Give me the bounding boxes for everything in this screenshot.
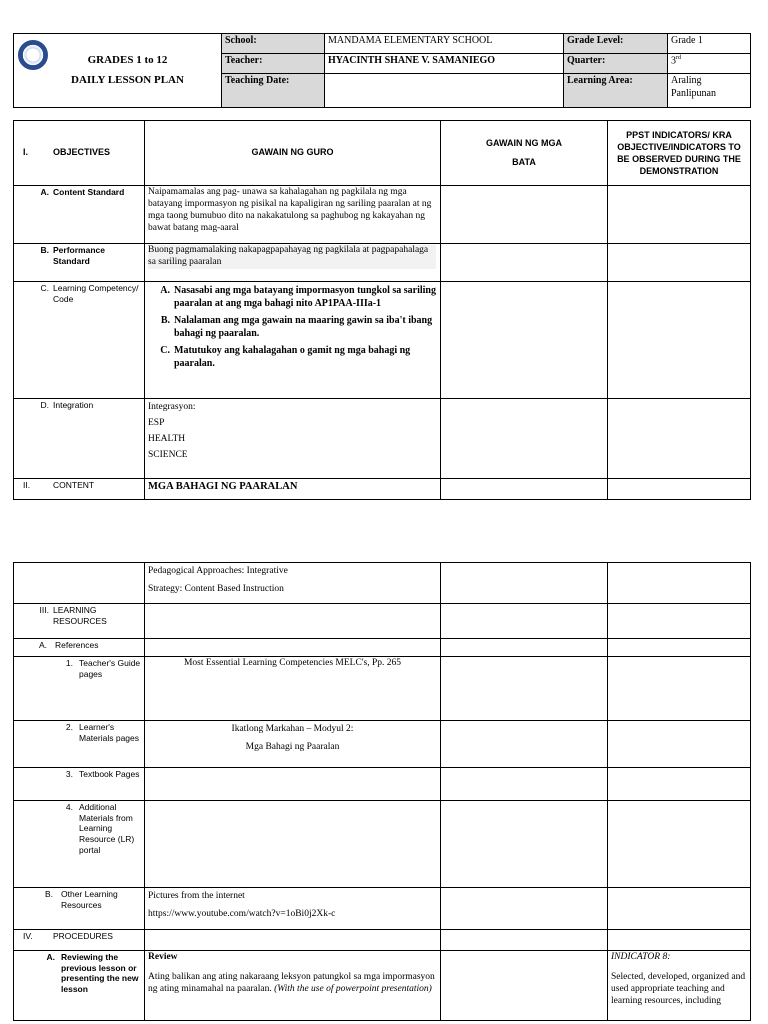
integration-list [145,399,441,479]
content-standard-ppst [608,186,751,244]
other-resources-label: B. Other Learning Resources [14,888,145,930]
procedures-label: IV. PROCEDURES [14,930,145,951]
integration-line: Integrasyon: [148,402,196,412]
youtube-link[interactable]: https://www.youtube.com/watch?v=1oBi0j2Xk-c [148,908,336,919]
pedagogy-ppst [608,563,751,604]
textbook-pages-bata [441,768,608,801]
references-text [145,639,441,657]
content-standard-label: A. Content Standard [14,186,145,244]
additional-materials-text [145,801,441,888]
references-label: A. References [14,639,145,657]
content-ppst [608,479,751,500]
procedures-text [145,930,441,951]
teachers-guide-text: Most Essential Learning Competencies MELC's, Pp. 265 [145,657,441,721]
content-text: MGA BAHAGI NG PAARALAN [145,479,441,500]
school-value: MANDAMA ELEMENTARY SCHOOL [325,34,564,54]
learners-materials-label: 2. Learner's Materials pages [14,721,145,768]
learning-area-label: Learning Area: [564,74,668,108]
additional-materials-ppst [608,801,751,888]
pedagogy-label [14,563,145,604]
procedures-bata [441,930,608,951]
pedagogy-text: Pedagogical Approaches: Integrative Strategy: Content Based Instruction [145,563,441,604]
textbook-pages-text [145,768,441,801]
school-label: School: [222,34,325,54]
learning-resources-bata [441,604,608,639]
additional-materials-bata [441,801,608,888]
quarter-label: Quarter: [564,54,668,74]
learners-materials-text: Ikatlong Markahan – Modyul 2: Mga Bahagi ng Paaralan [145,721,441,768]
competency-item: C. Matutukoy ang kahalagahan o gamit ng mga bahagi ng paaralan. [160,345,411,369]
other-resources-bata [441,888,608,930]
learning-competency-ppst [608,282,751,399]
performance-standard-ppst [608,244,751,282]
header-table [13,33,751,108]
teaching-date-value [325,74,564,108]
learners-materials-bata [441,721,608,768]
teaching-date-label: Teaching Date: [222,74,325,108]
content-label: II. CONTENT [14,479,145,500]
grade-level-value: Grade 1 [668,34,751,54]
pedagogy-bata [441,563,608,604]
learning-resources-ppst [608,604,751,639]
learning-competency-label: C. Learning Competency/ Code [14,282,145,399]
integration-bata [441,399,608,479]
teachers-guide-ppst [608,657,751,721]
content-standard-text: Naipamamalas ang pag- unawa sa kahalagahan ng pagkilala ng mga batayang impormasyon ng pisikal na kapaligiran ng sariling paaralan at ng mga taong bumubuo dito na nakakatulong sa paghubog ng kakayahan ng bawat batang mag-aaral [145,186,441,244]
procedures-ppst [608,930,751,951]
objectives-table [13,120,751,500]
textbook-pages-label: 3. Textbook Pages [14,768,145,801]
learning-area-value: Araling Panlipunan [668,74,751,108]
reviewing-lesson-label: A. Reviewing the previous lesson or presenting the new lesson [14,951,145,1021]
competency-item: A. Nasasabi ang mga batayang impormasyon tungkol sa sariling paaralan at ang mga bahagi nito AP1PAA-IIIa-1 [160,285,436,309]
teachers-guide-label: 1. Teacher's Guide pages [14,657,145,721]
header-title-line2: DAILY LESSON PLAN [71,73,184,86]
header-title-line1: GRADES 1 to 12 [87,53,168,66]
integration-line: ESP [148,417,165,428]
other-resources-text: Pictures from the internet https://www.youtube.com/watch?v=1oBi0j2Xk-c [145,888,441,930]
additional-materials-label: 4. Additional Materials from Learning Resource (LR) portal [14,801,145,888]
textbook-pages-ppst [608,768,751,801]
header-title-cell [14,34,222,108]
indicator-title: INDICATOR 8: [611,952,671,962]
learning-resources-label: III. LEARNING RESOURCES [14,604,145,639]
performance-standard-cell [145,244,441,282]
quarter-value: 3rd [668,54,751,74]
integration-line: HEALTH [148,433,186,444]
references-ppst [608,639,751,657]
deped-seal-logo [18,40,48,70]
performance-standard-bata [441,244,608,282]
teachers-guide-bata [441,657,608,721]
integration-label: D. Integration [14,399,145,479]
indicator-text: Selected, developed, organized and used appropriate teaching and learning resources, including [611,971,746,1006]
learning-competency-list [145,282,441,399]
objectives-header: I. OBJECTIVES [14,121,145,186]
learning-competency-bata [441,282,608,399]
indicator-8-cell [608,951,751,1021]
performance-standard-text: Buong pagmamalaking nakapagpapahayag ng pagkilala at pagpapahalaga sa sariling paaralan [148,245,436,269]
gawain-guro-header: GAWAIN NG GURO [145,121,441,186]
grade-level-label: Grade Level: [564,34,668,54]
content-standard-bata [441,186,608,244]
references-bata [441,639,608,657]
resources-procedures-table [13,562,751,1021]
gawain-bata-header: GAWAIN NG MGA BATA [441,121,608,186]
teacher-value: HYACINTH SHANE V. SAMANIEGO [325,54,564,74]
other-resources-ppst [608,888,751,930]
reviewing-lesson-bata [441,951,608,1021]
competency-item: B. Nalalaman ang mga gawain na maaring gawin sa iba't ibang bahagi ng paaralan. [160,315,433,339]
learners-materials-ppst [608,721,751,768]
ppst-header: PPST INDICATORS/ KRA OBJECTIVE/INDICATORS TO BE OBSERVED DURING THE DEMONSTRATION [608,121,751,186]
learning-resources-text [145,604,441,639]
teacher-label: Teacher: [222,54,325,74]
reviewing-lesson-text: Review Ating balikan ang ating nakaraang leksyon patungkol sa mga impormasyon ng ating minamahal na paaralan. (With the use of powerpoint presentation) [145,951,441,1021]
content-bata [441,479,608,500]
integration-line: SCIENCE [148,449,188,460]
integration-ppst [608,399,751,479]
performance-standard-label: B. Performance Standard [14,244,145,282]
